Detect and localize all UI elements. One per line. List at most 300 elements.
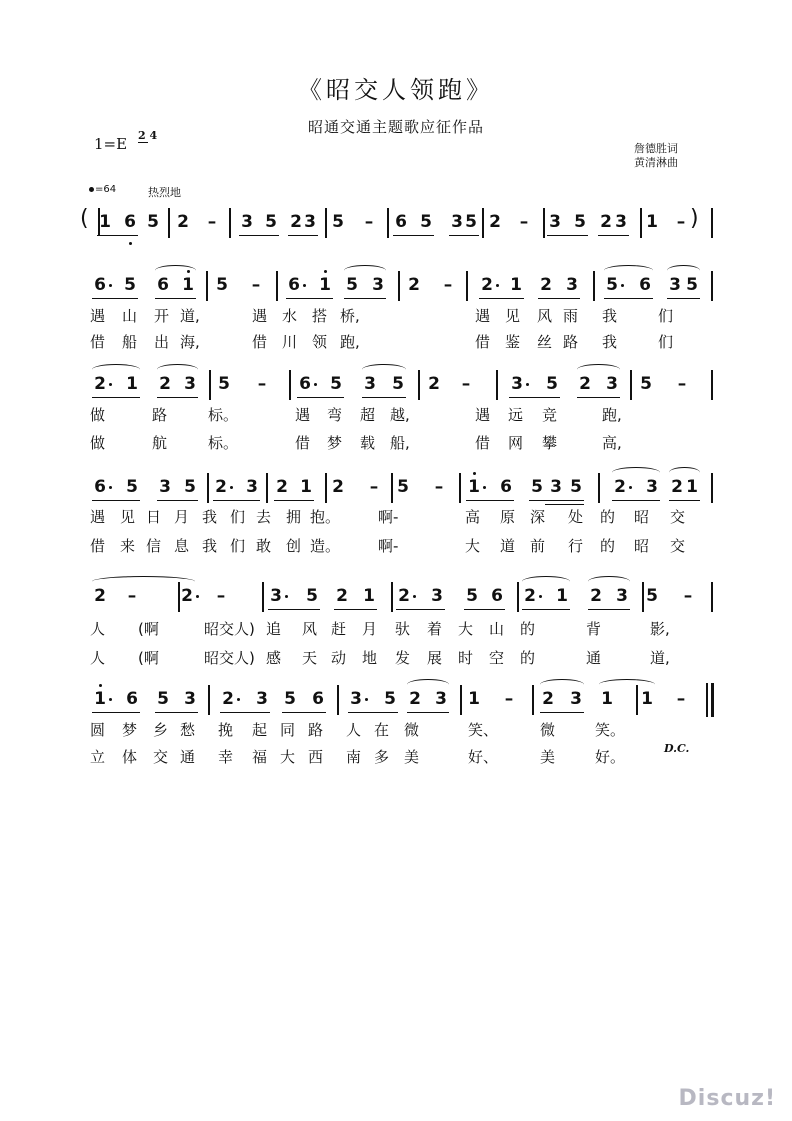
eighth-beam [612,500,660,501]
jianpu-note: 3 [184,689,196,709]
jianpu-note: 2 [408,275,420,295]
barline [208,685,210,715]
jianpu-note: 2 [94,374,106,394]
augmentation-dot [196,595,199,598]
da-capo-marking: D.C. [664,742,690,755]
jianpu-note: 3 [566,275,578,295]
key-signature: 1=E [94,135,128,153]
eighth-beam [92,397,140,398]
jianpu-note: 5 [157,689,169,709]
jianpu-note: 6 [299,374,311,394]
lyric-syllable: 笑。 [595,721,626,739]
eighth-beam [393,235,434,236]
jianpu-note: – [676,212,686,232]
jianpu-note: 1 [94,689,106,709]
lyric-syllable: 福 [252,748,268,766]
jianpu-note: 3 [511,374,523,394]
lyric-syllable: 做 [90,434,106,452]
lyric-syllable: 的 [600,508,616,526]
eighth-beam [577,397,620,398]
jianpu-note: 2 [542,689,554,709]
barline [459,473,461,503]
lyric-syllable: 水 [282,307,298,325]
jianpu-note: 2 [579,374,591,394]
jianpu-note: 5 [147,212,159,232]
lyric-syllable: 我 [602,307,618,325]
lyric-syllable: 展 [427,649,443,667]
lyric-syllable: 梦 [122,721,138,739]
lyric-syllable: 们 [658,307,674,325]
lyric-syllable: 们 [658,333,674,351]
jianpu-note: – [461,374,471,394]
lyric-syllable: 跑, [340,333,360,351]
lyric-syllable: 船 [122,333,138,351]
barline [640,208,642,238]
lyric-syllable: 西 [308,748,324,766]
slur-arc [92,364,140,375]
jianpu-note: 5 [384,689,396,709]
jianpu-note: 1 [363,586,375,606]
lyric-syllable: 圆 [90,721,106,739]
lyric-syllable: 乡 [153,721,169,739]
jianpu-note: 5 [216,275,228,295]
jianpu-note: – [207,212,217,232]
jianpu-note: 3 [570,689,582,709]
lyric-syllable: 道 [500,537,516,555]
slur-arc [612,467,660,478]
lyric-syllable: 影, [650,620,670,638]
slur-arc [540,679,584,690]
song-title: 《昭交人领跑》 [298,76,494,104]
jianpu-note: 5 [346,275,358,295]
jianpu-note: 1 [646,212,658,232]
lyric-syllable: 山 [122,307,138,325]
jianpu-note: 6 [491,586,503,606]
barline [391,473,393,503]
lyric-syllable: 深 [530,508,546,526]
barline [418,370,420,400]
lyric-syllable: 微 [540,721,556,739]
barline [337,685,339,715]
jianpu-note: 2 [222,689,234,709]
jianpu-note: – [443,275,453,295]
augmentation-dot [237,698,240,701]
jianpu-note: 2 [177,212,189,232]
barline [711,271,713,301]
barline [598,473,600,503]
tempo-marking [90,184,116,195]
lyric-syllable: 交 [153,748,169,766]
barline [266,473,268,503]
lyric-syllable: 标。 [208,434,239,452]
lyric-syllable: 开 [154,307,170,325]
eighth-beam [268,609,320,610]
augmentation-dot [230,486,233,489]
augmentation-dot [629,486,632,489]
eighth-beam [598,235,629,236]
watermark: Discuz! [678,1086,776,1111]
lyric-syllable: 赶 [331,620,347,638]
lyric-syllable: 道, [180,307,200,325]
lyric-syllable: 人 [90,649,106,667]
jianpu-note: 2 [600,212,612,232]
lyric-syllable: 出 [154,333,170,351]
jianpu-note: 3 [435,689,447,709]
eighth-beam [155,298,196,299]
jianpu-note: 1 [319,275,331,295]
jianpu-note: 5 [265,212,277,232]
lyric-syllable: (啊 [138,620,159,638]
lyric-syllable: 啊- [378,508,399,526]
jianpu-note: 1 [300,477,312,497]
jianpu-note: 1 [99,212,111,232]
eighth-beam [547,235,588,236]
lyric-syllable: 们 [230,508,246,526]
augmentation-dot [483,486,486,489]
eighth-beam [92,500,140,501]
lyric-syllable: 跑, [602,406,622,424]
jianpu-note: – [677,374,687,394]
barline [543,208,545,238]
barline [642,582,644,612]
lyric-syllable: 遇 [475,307,491,325]
augmentation-dot [285,595,288,598]
lyricist: 詹德胜词 [634,142,678,155]
lyric-syllable: 驮 [395,620,411,638]
eighth-beam [588,609,630,610]
final-barline-thin [706,683,708,717]
jianpu-note: 3 [241,212,253,232]
barline [496,370,498,400]
lyric-syllable: 航 [152,434,168,452]
slur-arc [344,265,386,276]
eighth-beam [157,500,198,501]
eighth-beam [334,609,377,610]
lyric-syllable: 见 [120,508,136,526]
jianpu-note: 2 [398,586,410,606]
score-row-6 [0,689,792,769]
lyric-syllable: 川 [282,333,298,351]
lyric-syllable: 的 [520,649,536,667]
lyric-syllable: 追 [266,620,282,638]
score-row-4 [0,477,792,557]
lyric-syllable: 借 [475,434,491,452]
jianpu-note: 3 [550,477,562,497]
lyric-syllable: 抱。 [310,508,341,526]
eighth-beam [479,298,524,299]
jianpu-note: 5 [184,477,196,497]
jianpu-note: 5 [546,374,558,394]
lyric-syllable: 桥, [340,307,360,325]
jianpu-note: 5 [570,477,582,497]
lyric-syllable: 海, [180,333,200,351]
barline [178,582,180,612]
augmentation-dot [109,383,112,386]
jianpu-note: 2 [524,586,536,606]
jianpu-note: 2 [540,275,552,295]
lyric-syllable: 人 [346,721,362,739]
eighth-beam [466,500,514,501]
lyric-syllable: 时 [458,649,474,667]
jianpu-note: 5 [397,477,409,497]
slur-arc [362,364,406,375]
slur-arc [604,265,653,276]
jianpu-note: 2 [159,374,171,394]
lyric-syllable: 美 [404,748,420,766]
eighth-beam [604,298,653,299]
jianpu-note: 6 [395,212,407,232]
eighth-beam [282,712,326,713]
jianpu-note: 3 [270,586,282,606]
jianpu-note: 5 [420,212,432,232]
jianpu-note: – [257,374,267,394]
lyric-syllable: 风 [537,307,553,325]
lyric-syllable: 通 [586,649,602,667]
barline [206,271,208,301]
lyric-syllable: 借 [475,333,491,351]
barline [325,208,327,238]
jianpu-note: – [369,477,379,497]
lyric-syllable: 起 [252,721,268,739]
time-signature-bottom: 4 [149,129,158,142]
lyric-syllable: 遇 [252,307,268,325]
lyric-syllable: 借 [295,434,311,452]
low-octave-dot [129,242,132,245]
barline [711,473,713,503]
jianpu-note: 3 [256,689,268,709]
lyric-syllable: 啊- [378,537,399,555]
jianpu-note: 2 [409,689,421,709]
jianpu-note: 3 [549,212,561,232]
lyric-syllable: 路 [308,721,324,739]
barline [593,271,595,301]
jianpu-note: 2 [428,374,440,394]
slur-arc [588,576,630,587]
lyric-syllable: 高, [602,434,622,452]
lyric-syllable: 背 [586,620,602,638]
lyric-syllable: 的 [520,620,536,638]
jianpu-note: 6 [639,275,651,295]
barline [711,370,713,400]
lyric-syllable: 敢 [256,537,272,555]
eighth-beam [407,712,449,713]
song-subtitle: 昭通交通主题歌应征作品 [307,118,484,136]
lyric-syllable: 风 [302,620,318,638]
jianpu-note: 5 [466,586,478,606]
lyric-syllable: 笑、 [468,721,499,739]
jianpu-note: 5 [306,586,318,606]
jianpu-note: 2 [276,477,288,497]
jianpu-note: – [676,689,686,709]
lyric-syllable: 月 [174,508,190,526]
lyric-syllable: 着 [427,620,443,638]
barline [229,208,231,238]
lyric-syllable: 见 [505,307,521,325]
lyric-syllable: 前 [530,537,546,555]
barline [325,473,327,503]
lyric-syllable: 挽 [218,721,234,739]
barline [209,370,211,400]
jianpu-note: – [434,477,444,497]
jianpu-note: – [504,689,514,709]
slur-arc [669,467,700,478]
lyric-syllable: 来 [120,537,136,555]
jianpu-note: 2 [290,212,302,232]
jianpu-note: 1 [126,374,138,394]
jianpu-note: 2 [614,477,626,497]
jianpu-note: – [216,586,226,606]
barline [482,208,484,238]
jianpu-note: 3 [364,374,376,394]
lyric-syllable: 借 [90,537,106,555]
slur-arc [155,265,196,276]
jianpu-note: 5 [284,689,296,709]
lyric-syllable: 梦 [327,434,343,452]
jianpu-note: 5 [392,374,404,394]
jianpu-note: 1 [510,275,522,295]
jianpu-note: 3 [616,586,628,606]
lyric-syllable: 在 [374,721,390,739]
barline [711,582,713,612]
lyric-syllable: 载 [360,434,376,452]
barline [387,208,389,238]
eighth-beam [97,235,138,236]
lyric-syllable: 交 [670,508,686,526]
augmentation-dot [539,595,542,598]
lyric-syllable: 攀 [542,434,558,452]
lyric-syllable: 遇 [475,406,491,424]
jianpu-note: 5 [330,374,342,394]
lyric-syllable: 道, [650,649,670,667]
eighth-beam [220,712,270,713]
lyric-syllable: 日 [146,508,162,526]
lyric-syllable: 遇 [90,307,106,325]
lyric-syllable: 做 [90,406,106,424]
jianpu-note: 1 [468,477,480,497]
lyric-syllable: 幸 [218,748,234,766]
score-row-3 [0,374,792,454]
jianpu-note: 6 [500,477,512,497]
slur-arc [407,679,449,690]
augmentation-dot [496,284,499,287]
jianpu-note: 5 [332,212,344,232]
barline [466,271,468,301]
lyric-syllable: 多 [374,748,390,766]
jianpu-note: 2 [332,477,344,497]
eighth-beam [449,235,479,236]
barline [168,208,170,238]
eighth-beam [362,397,406,398]
quarter-note-icon [90,188,93,191]
augmentation-dot [109,284,112,287]
jianpu-note: 5 [640,374,652,394]
slur-arc [599,679,655,690]
lyric-syllable: 遇 [90,508,106,526]
lyric-syllable: 借 [90,333,106,351]
lyric-syllable: 发 [395,649,411,667]
eighth-beam [239,235,279,236]
jianpu-note: 6 [124,212,136,232]
tempo-value: =64 [95,184,117,195]
high-octave-dot [324,270,327,273]
eighth-beam [297,397,344,398]
slur-arc [577,364,620,375]
eighth-beam [396,609,445,610]
jianpu-note: 5 [126,477,138,497]
barline [532,685,534,715]
jianpu-note: 2 [181,586,193,606]
jianpu-note: 5 [124,275,136,295]
barline [636,685,638,715]
augmentation-dot [109,486,112,489]
augmentation-dot [413,595,416,598]
slur-arc [157,364,198,375]
jianpu-note: 3 [304,212,316,232]
lyric-syllable: 立 [90,748,106,766]
lyric-syllable: 遇 [295,406,311,424]
augmentation-dot [314,383,317,386]
jianpu-note: 3 [669,275,681,295]
eighth-beam [274,500,314,501]
lyric-syllable: 人 [90,620,106,638]
jianpu-note: 5 [606,275,618,295]
lyric-syllable: 处 [568,508,584,526]
lyric-syllable: 高 [465,508,481,526]
jianpu-note: 6 [94,477,106,497]
lyric-syllable: 领 [312,333,328,351]
lyric-syllable: 美 [540,748,556,766]
jianpu-note: 1 [182,275,194,295]
jianpu-note: 1 [556,586,568,606]
lyric-syllable: 造。 [310,537,341,555]
lyric-syllable: 雨 [563,307,579,325]
eighth-beam [92,712,140,713]
jianpu-note: 6 [157,275,169,295]
jianpu-note: 2 [590,586,602,606]
lyric-syllable: 好。 [595,748,626,766]
eighth-beam [92,298,138,299]
jianpu-note: 3 [451,212,463,232]
jianpu-note: 5 [218,374,230,394]
eighth-beam [669,500,700,501]
jianpu-note: 2 [489,212,501,232]
jianpu-note: 5 [574,212,586,232]
composer: 黄清淋曲 [634,156,678,169]
lyric-syllable: 原 [500,508,516,526]
expression-marking: 热烈地 [148,186,181,199]
lyric-syllable: 路 [152,406,168,424]
high-octave-dot [99,684,102,687]
lyric-syllable: 信 [146,537,162,555]
lyric-syllable: 去 [256,508,272,526]
score-row-2 [0,275,792,355]
lyric-syllable: 通 [180,748,196,766]
slur-arc [667,265,700,276]
eighth-beam [286,298,333,299]
time-signature [138,130,157,142]
jianpu-note: 2 [481,275,493,295]
augmentation-dot [109,698,112,701]
lyric-syllable: 船, [390,434,410,452]
lyric-syllable: 弯 [327,406,343,424]
lyric-syllable: 标。 [208,406,239,424]
jianpu-note: 6 [94,275,106,295]
barline [391,582,393,612]
lyric-syllable: 息 [174,537,190,555]
eighth-beam [509,397,560,398]
lyric-syllable: 月 [362,620,378,638]
lyric-syllable: 我 [602,333,618,351]
